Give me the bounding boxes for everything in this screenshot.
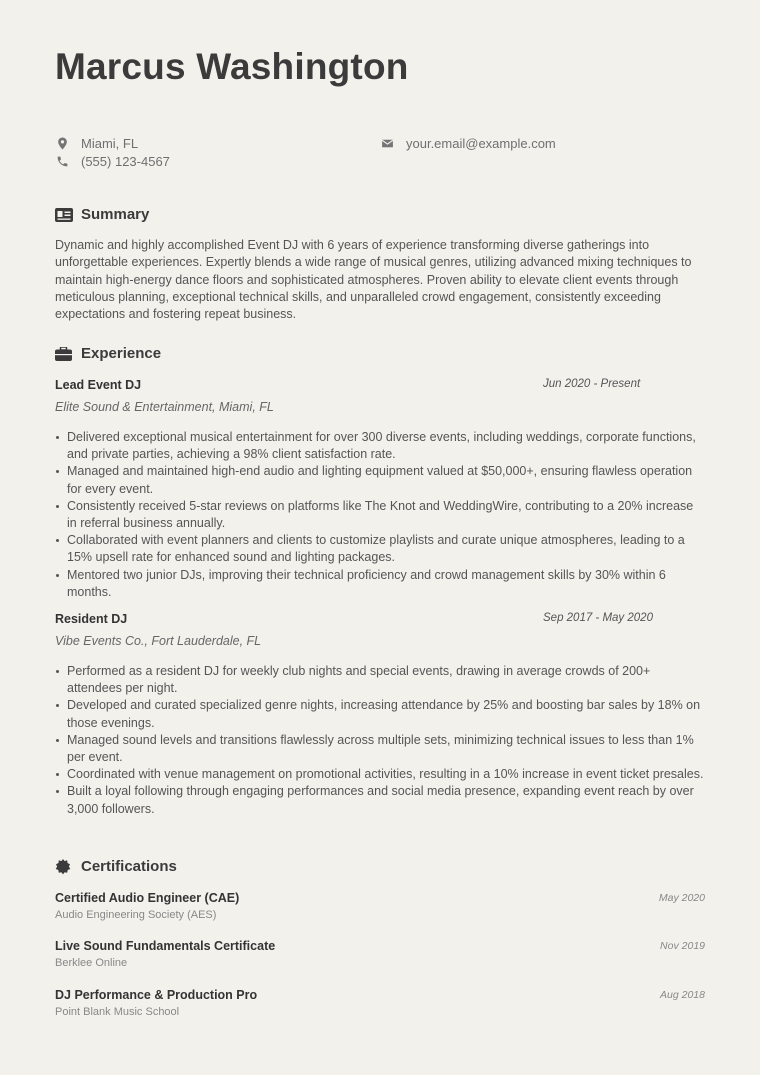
list-item: Mentored two junior DJs, improving their technical proficiency and crowd management skills by 30% within 6 months. xyxy=(55,567,705,601)
cert-date: May 2020 xyxy=(658,892,705,904)
candidate-name: Marcus Washington xyxy=(55,46,409,87)
job-bullets xyxy=(55,429,705,601)
certificate-badge-icon xyxy=(55,859,73,875)
list-item: Performed as a resident DJ for weekly club nights and special events, drawing in average crowds of 200+ attendees per night. xyxy=(55,663,705,697)
job-company: Elite Sound & Entertainment, Miami, FL xyxy=(55,400,274,414)
list-item: Collaborated with event planners and clients to customize playlists and curate unique atmospheres, leading to a 15% upsell rate for enhanced sound and lighting packages. xyxy=(55,532,705,566)
list-item: Developed and curated specialized genre nights, increasing attendance by 25% and boosting bar sales by 18% on those evenings. xyxy=(55,697,705,731)
location-text: Miami, FL xyxy=(81,136,139,151)
phone-icon xyxy=(55,155,69,169)
cert-name: Certified Audio Engineer (CAE) xyxy=(55,891,240,905)
list-item: Built a loyal following through engaging performances and social media presence, expanding event reach by over 3,000 followers. xyxy=(55,783,705,817)
cert-org: Audio Engineering Society (AES) xyxy=(55,909,217,921)
contact-phone xyxy=(55,154,170,169)
cert-name: DJ Performance & Production Pro xyxy=(55,988,258,1002)
id-card-icon xyxy=(55,207,73,223)
list-item: Managed and maintained high-end audio and lighting equipment valued at $50,000+, ensuring flawless operation for every event. xyxy=(55,463,705,497)
list-item: Delivered exceptional musical entertainment for over 300 diverse events, including weddings, corporate functions, and private parties, achieving a 98% client satisfaction rate. xyxy=(55,429,705,463)
experience-heading-text: Experience xyxy=(81,345,162,362)
summary-heading-text: Summary xyxy=(81,206,150,223)
certifications-heading xyxy=(55,858,177,875)
list-item: Consistently received 5-star reviews on platforms like The Knot and WeddingWire, contributing to a 20% increase in referral business annually. xyxy=(55,498,705,532)
list-item: Managed sound levels and transitions flawlessly across multiple sets, minimizing technical issues to less than 1% per event. xyxy=(55,732,705,766)
briefcase-icon xyxy=(55,346,73,362)
job-title: Lead Event DJ xyxy=(55,378,142,392)
certifications-heading-text: Certifications xyxy=(81,858,177,875)
envelope-icon xyxy=(380,137,394,151)
summary-text: Dynamic and highly accomplished Event DJ with 6 years of experience transforming diverse gatherings into unforgettable experiences. Expertly blends a wide range of musical genres, utilizing advanced mixing techniques to maintain high-energy dance floors and sophisticated atmospheres. Proven ability to elevate client events through meticulous planning, exceptional technical skills, and unparalleled crowd engagement, consistently exceeding expectations and fostering repeat business. xyxy=(55,238,692,322)
job-dates: Jun 2020 - Present xyxy=(543,378,641,390)
phone-text: (555) 123-4567 xyxy=(81,154,170,169)
cert-name: Live Sound Fundamentals Certificate xyxy=(55,939,276,953)
experience-heading xyxy=(55,345,161,362)
job-bullets xyxy=(55,663,705,818)
contact-location xyxy=(55,136,138,151)
contact-email xyxy=(380,136,556,151)
job-company: Vibe Events Co., Fort Lauderdale, FL xyxy=(55,634,262,648)
list-item: Coordinated with venue management on promotional activities, resulting in a 10% increase in event ticket presales. xyxy=(55,766,705,783)
cert-date: Nov 2019 xyxy=(660,940,705,952)
email-text[interactable]: your.email@example.com xyxy=(406,136,556,151)
job-title: Resident DJ xyxy=(55,612,128,626)
map-pin-icon xyxy=(55,137,69,151)
cert-org: Berklee Online xyxy=(55,957,128,969)
summary-heading xyxy=(55,206,149,223)
job-dates: Sep 2017 - May 2020 xyxy=(543,612,653,624)
cert-date: Aug 2018 xyxy=(660,989,705,1001)
cert-org: Point Blank Music School xyxy=(55,1006,180,1018)
